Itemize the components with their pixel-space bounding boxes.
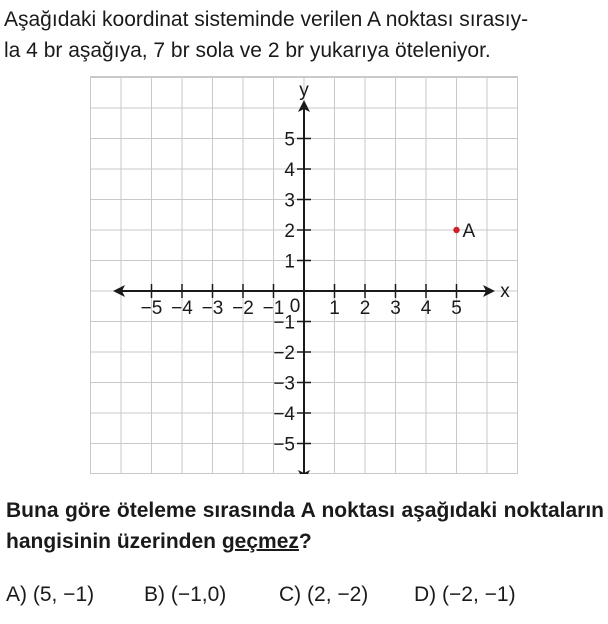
problem-intro bbox=[4, 4, 604, 66]
y-tick-label: −3 bbox=[273, 373, 295, 395]
x-tick-label: 1 bbox=[329, 298, 340, 319]
question-text bbox=[6, 495, 604, 557]
origin-label: 0 bbox=[289, 296, 301, 317]
question-emphasis: geçmez bbox=[221, 530, 299, 553]
question-main: Buna göre öteleme sırasında A noktası aşağıdaki noktaların hangisinin üzerinden bbox=[6, 499, 604, 553]
x-tick-label: 3 bbox=[390, 298, 401, 319]
x-tick-label: −4 bbox=[171, 298, 193, 319]
y-tick-label: 4 bbox=[284, 160, 295, 181]
option-a[interactable] bbox=[6, 580, 94, 610]
option-a-letter: A) bbox=[6, 583, 27, 606]
coordinate-plane bbox=[90, 76, 518, 474]
option-d-value: (−2, −1) bbox=[442, 583, 516, 606]
question-mark: ? bbox=[298, 530, 312, 553]
coordinate-plane-svg bbox=[90, 76, 518, 474]
point-a-marker bbox=[453, 227, 459, 233]
x-tick-label: 2 bbox=[359, 298, 371, 319]
answer-options bbox=[6, 580, 604, 610]
y-tick-label: 2 bbox=[284, 221, 295, 242]
option-a-value: (5, −1) bbox=[32, 583, 95, 606]
option-c[interactable] bbox=[279, 580, 368, 610]
x-axis-label: x bbox=[500, 281, 510, 302]
y-tick-label: 3 bbox=[284, 190, 295, 212]
y-tick-label: −2 bbox=[273, 343, 295, 364]
y-tick-label: 1 bbox=[284, 251, 295, 273]
y-tick-label: 5 bbox=[284, 129, 295, 151]
x-tick-label: −1 bbox=[262, 298, 285, 319]
y-tick-label: −1 bbox=[273, 312, 295, 334]
x-tick-label: −5 bbox=[140, 298, 163, 319]
point-a-label: A bbox=[462, 221, 476, 242]
option-b[interactable] bbox=[144, 580, 226, 610]
option-d-letter: D) bbox=[414, 583, 437, 606]
x-tick-label: −2 bbox=[232, 298, 254, 319]
option-c-letter: C) bbox=[279, 583, 302, 606]
y-tick-label: −5 bbox=[273, 434, 295, 456]
y-tick-label: −4 bbox=[273, 404, 295, 425]
x-tick-label: −3 bbox=[201, 298, 224, 319]
x-tick-label: 4 bbox=[420, 298, 432, 319]
option-b-value: (−1,0) bbox=[170, 583, 227, 606]
option-b-letter: B) bbox=[144, 583, 165, 606]
option-d[interactable] bbox=[414, 580, 516, 610]
y-axis-label: y bbox=[299, 80, 309, 101]
option-c-value: (2, −2) bbox=[307, 583, 369, 606]
intro-line-1: Aşağıdaki koordinat sisteminde verilen A noktası sırasıy- bbox=[4, 8, 529, 31]
intro-line-2: la 4 br aşağıya, 7 br sola ve 2 br yukarıya öteleniyor. bbox=[4, 39, 491, 62]
x-tick-label: 5 bbox=[451, 298, 462, 319]
